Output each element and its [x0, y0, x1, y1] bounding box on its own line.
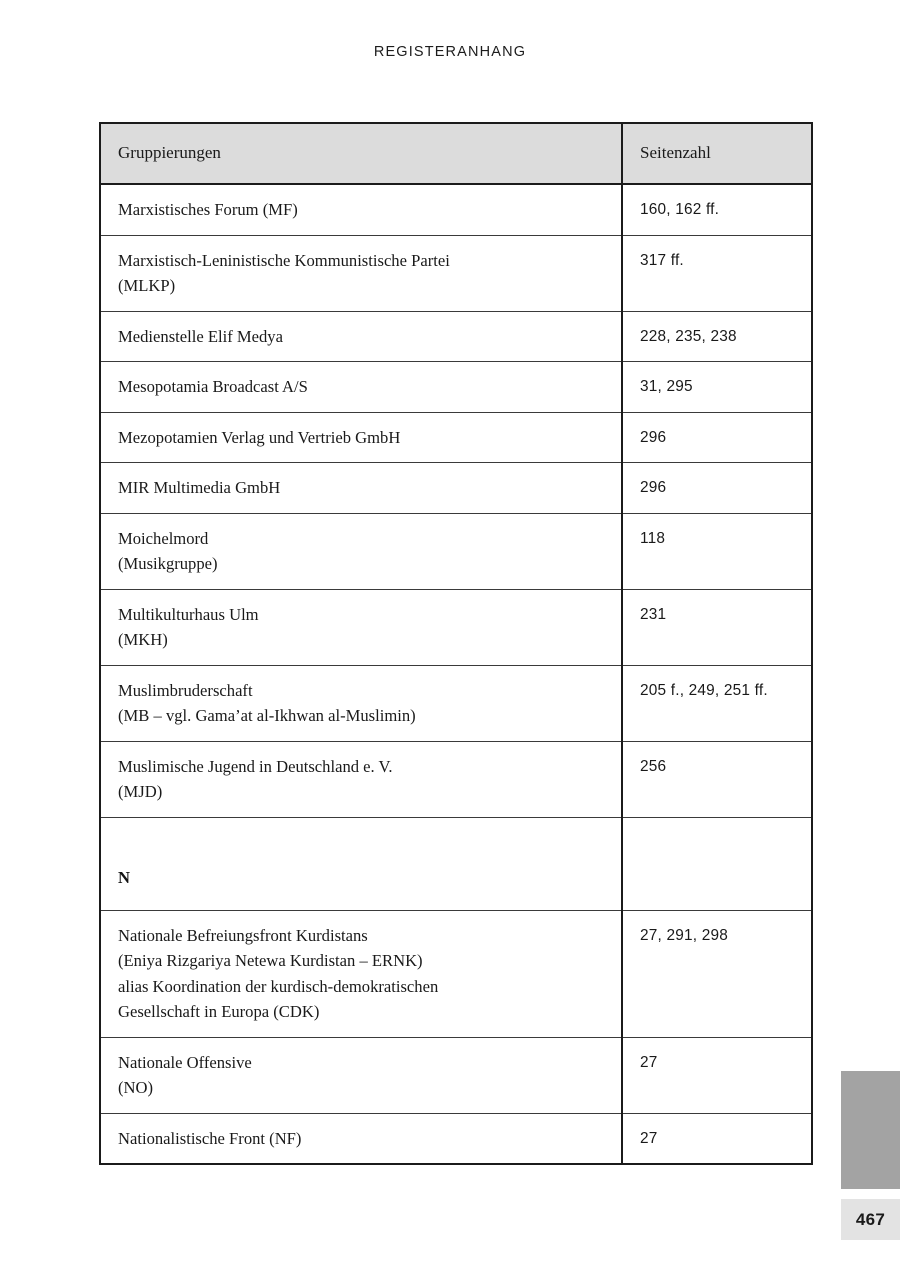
- pages-text: 231: [640, 605, 667, 623]
- row-pages-cell: [622, 910, 812, 1037]
- table-header-row: [100, 123, 812, 184]
- row-groupings-cell: [100, 910, 622, 1037]
- row-pages-cell: [622, 1113, 812, 1164]
- row-pages-cell: [622, 589, 812, 665]
- pages-text: 31, 295: [640, 378, 693, 395]
- row-pages-cell: [622, 665, 812, 741]
- entry-line: Nationale Offensive: [118, 1052, 252, 1072]
- table-row: [100, 311, 812, 362]
- groupings-text: [101, 666, 621, 741]
- column-header-pages-label: Seitenzahl: [640, 143, 711, 162]
- row-groupings-cell: [100, 311, 622, 362]
- row-pages-cell: [622, 741, 812, 817]
- groupings-text: [101, 514, 621, 589]
- pages-text: 296: [640, 428, 667, 446]
- row-groupings-cell: [100, 184, 622, 235]
- pages-text: 160, 162 ff.: [640, 201, 720, 218]
- row-groupings-cell: [100, 362, 622, 413]
- pages-text: 27, 291, 298: [640, 926, 728, 944]
- entry-line: Medienstelle Elif Medya: [118, 326, 283, 346]
- entry-line: (MJD): [118, 782, 163, 801]
- row-groupings-cell: [100, 513, 622, 589]
- row-groupings-cell: [100, 412, 622, 463]
- entry-line: Moichelmord: [118, 528, 209, 548]
- pages-text: 27: [640, 1053, 658, 1071]
- table-row: [100, 412, 812, 463]
- groupings-text: [101, 1114, 621, 1164]
- row-pages-cell: [622, 412, 812, 463]
- column-header-groupings: [100, 123, 622, 184]
- row-pages-cell: [622, 311, 812, 362]
- entry-line: Muslimische Jugend in Deutschland e. V.: [118, 756, 393, 776]
- entry-line: MIR Multimedia GmbH: [118, 478, 281, 497]
- row-groupings-cell: [100, 1037, 622, 1113]
- row-groupings-cell: [100, 665, 622, 741]
- entry-line: Mezopotamien Verlag und Vertrieb GmbH: [118, 427, 401, 447]
- entry-line: Mesopotamia Broadcast A/S: [118, 377, 308, 396]
- entry-line: (MB – vgl. Gama’at al-Ikhwan al-Muslimin): [118, 706, 416, 725]
- pages-text: 228, 235, 238: [640, 327, 737, 345]
- entry-line: Multikulturhaus Ulm: [118, 604, 259, 624]
- entry-line: (MLKP): [118, 276, 176, 295]
- groupings-text: [101, 911, 621, 1037]
- groupings-text: [101, 312, 621, 362]
- entry-line: Nationale Befreiungsfront Kurdistans: [118, 925, 368, 945]
- table-row: [100, 910, 812, 1037]
- table-row: [100, 1037, 812, 1113]
- row-pages-cell: [622, 362, 812, 413]
- row-groupings-cell: [100, 741, 622, 817]
- groupings-text: [101, 1038, 621, 1113]
- entry-line: Marxistisch-Leninistische Kommunistische Partei: [118, 250, 450, 270]
- column-header-groupings-label: Gruppierungen: [118, 143, 221, 162]
- table-row: [100, 665, 812, 741]
- groupings-text: [101, 362, 621, 412]
- page-number: 467: [855, 1209, 886, 1229]
- pages-text: 205 f., 249, 251 ff.: [640, 681, 768, 699]
- entry-line: Marxistisches Forum (MF): [118, 200, 298, 219]
- pages-text: 118: [640, 529, 666, 547]
- groupings-text: [101, 742, 621, 817]
- divider-groupings-cell: [100, 817, 622, 910]
- entry-line: (NO): [118, 1078, 154, 1097]
- table-row: [100, 184, 812, 235]
- pages-text: 317 ff.: [640, 251, 684, 269]
- groupings-text: [101, 463, 621, 513]
- pages-text: 296: [640, 479, 667, 496]
- thumb-index-tab: [841, 1071, 900, 1189]
- row-groupings-cell: [100, 1113, 622, 1164]
- table-row: [100, 463, 812, 514]
- divider-letter-label: N: [118, 867, 130, 887]
- table-row: [100, 741, 812, 817]
- entry-line: Nationalistische Front (NF): [118, 1128, 302, 1148]
- divider-pages-cell: [622, 817, 812, 910]
- groupings-text: [101, 185, 621, 235]
- entry-line: (Musikgruppe): [118, 554, 218, 573]
- column-header-pages: [622, 123, 812, 184]
- table-body: [100, 184, 812, 1164]
- groupings-text: [101, 236, 621, 311]
- row-pages-cell: [622, 184, 812, 235]
- entry-line: Gesellschaft in Europa (CDK): [118, 1002, 320, 1021]
- groupings-text: [101, 413, 621, 463]
- letter-divider-row: [100, 817, 812, 910]
- index-table: [99, 122, 813, 1165]
- groupings-text: [101, 590, 621, 665]
- row-pages-cell: [622, 1037, 812, 1113]
- pages-text: 27: [640, 1129, 658, 1147]
- folio-box: [841, 1199, 900, 1240]
- entry-line: (Eniya Rizgariya Netewa Kurdistan – ERNK): [118, 951, 423, 970]
- row-pages-cell: [622, 463, 812, 514]
- entry-line: alias Koordination der kurdisch-demokratischen: [118, 976, 439, 996]
- table-row: [100, 362, 812, 413]
- row-groupings-cell: [100, 463, 622, 514]
- entry-line: (MKH): [118, 630, 168, 649]
- table-row: [100, 1113, 812, 1164]
- table-row: [100, 235, 812, 311]
- row-groupings-cell: [100, 235, 622, 311]
- running-head: REGISTERANHANG: [373, 44, 527, 60]
- row-pages-cell: [622, 235, 812, 311]
- table-row: [100, 589, 812, 665]
- pages-text: 256: [640, 757, 667, 775]
- entry-line: Muslimbruderschaft: [118, 680, 253, 700]
- table-row: [100, 513, 812, 589]
- row-pages-cell: [622, 513, 812, 589]
- row-groupings-cell: [100, 589, 622, 665]
